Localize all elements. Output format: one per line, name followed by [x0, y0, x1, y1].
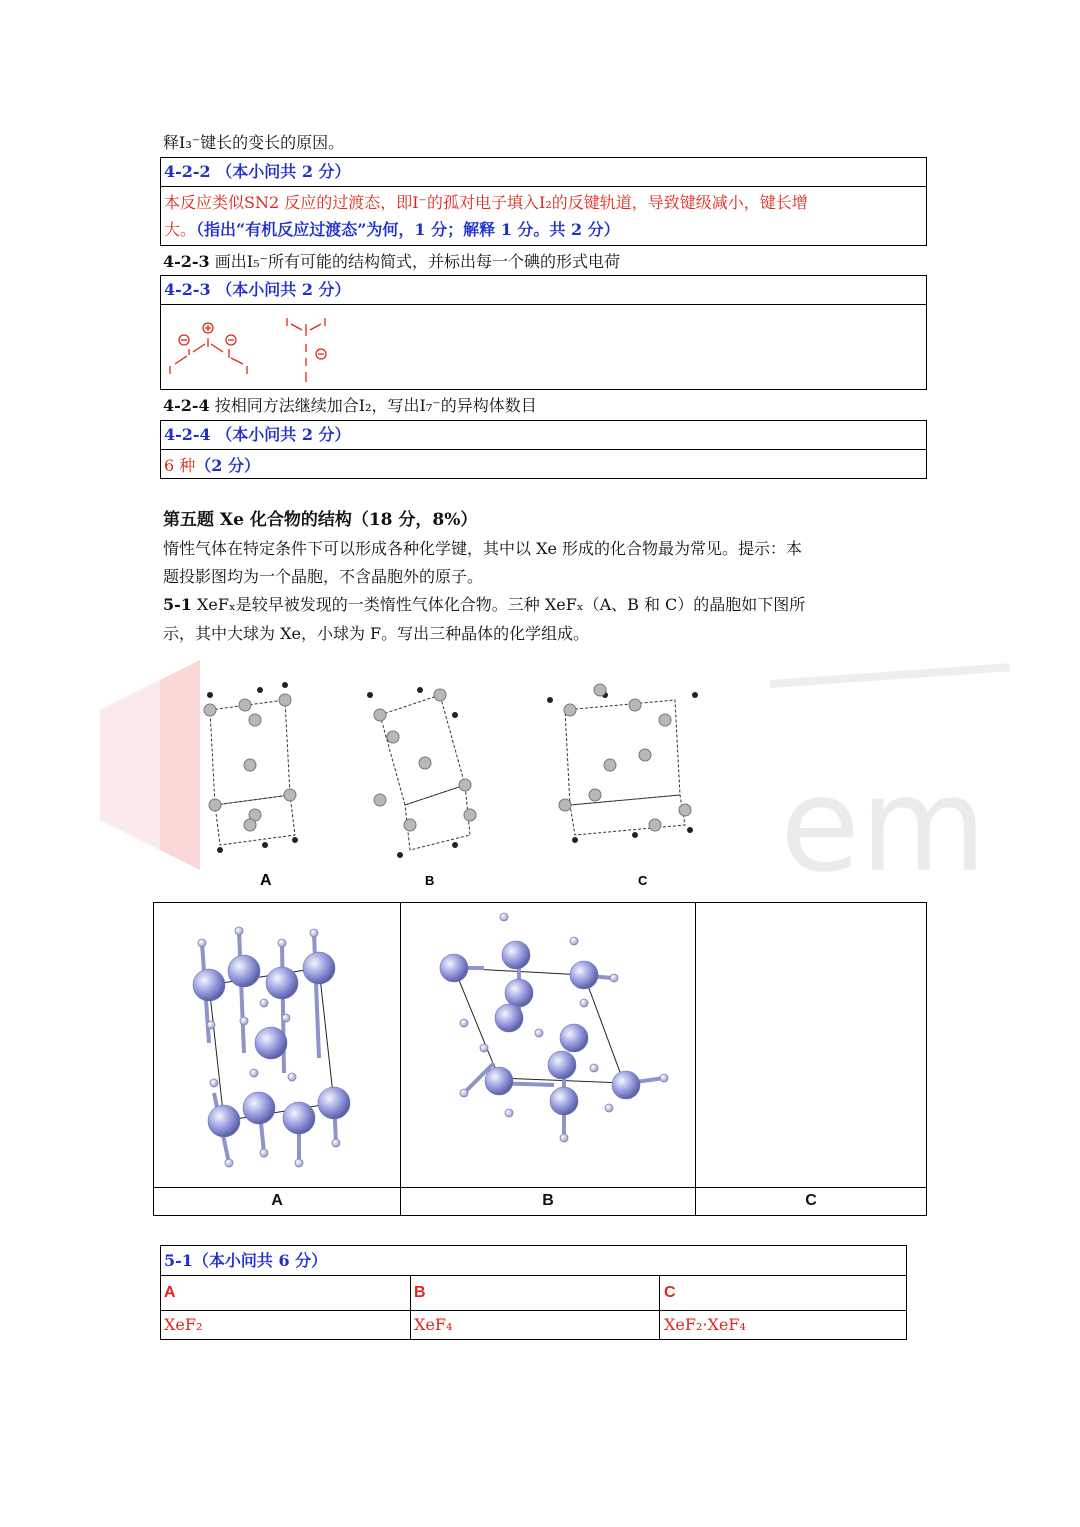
section-title: 第五题 Xe 化合物的结构（18 分，8%） — [163, 510, 478, 530]
header-text: 4-2-2 （本小问共 2 分） — [164, 162, 351, 181]
question-num: 4-2-4 — [163, 396, 210, 415]
answer-label-a: A — [164, 1284, 176, 1301]
section-intro-1: 惰性气体在特定条件下可以形成各种化学键，其中以 Xe 形成的化合物最为常见。提示：本 — [163, 539, 803, 558]
answer-box-4-2-2 — [160, 157, 927, 246]
answer-label-c: C — [664, 1284, 676, 1301]
question-5-1-line-1 — [163, 595, 805, 615]
section-intro-2: 题投影图均为一个晶胞，不含晶胞外的原子。 — [163, 567, 484, 586]
header-text: 5-1（本小问共 6 分） — [164, 1251, 328, 1270]
answer-red: 6 种 — [164, 456, 196, 475]
question-text: 按相同方法继续加合I₂，写出I₇⁻的异构体数目 — [214, 396, 537, 415]
table-header — [161, 1246, 906, 1276]
answer-blue: （2 分） — [195, 456, 260, 475]
box-header — [161, 158, 926, 187]
question-4-2-3 — [163, 252, 620, 272]
figure-label-b: B — [425, 873, 435, 888]
answer-box-4-2-3 — [160, 275, 927, 390]
answer-line-2b: （指出“有机反应过渡态”为何，1 分；解释 1 分。共 2 分） — [196, 220, 620, 239]
crystal-3d-images — [154, 903, 926, 1187]
intro-line: 释I₃⁻键长的变长的原因。 — [163, 133, 345, 152]
crystal-figure-grayscale — [165, 655, 775, 895]
question-text: XeFₓ是较早被发现的一类惰性气体化合物。三种 XeFₓ（A、B 和 C）的晶胞如下图所 — [197, 595, 806, 614]
table-label-c: C — [805, 1192, 817, 1209]
answer-value-c: XeF₂·XeF₄ — [664, 1315, 746, 1334]
answer-value-b: XeF₄ — [414, 1315, 453, 1334]
header-text: 4-2-4 （本小问共 2 分） — [164, 425, 351, 444]
answer-table-5-1 — [160, 1245, 907, 1340]
answer-box-4-2-4 — [160, 420, 927, 479]
i5-structures — [161, 306, 361, 390]
table-label-b: B — [542, 1192, 554, 1209]
figure-label-a: A — [260, 872, 272, 889]
answer-line-1: 本反应类似SN2 反应的过渡态，即I⁻的孤对电子填入I₂的反键轨道，导致键级减小，键长增 — [164, 193, 808, 212]
figure-label-c: C — [638, 873, 648, 888]
question-text: 画出I₅⁻所有可能的结构简式，并标出每一个碘的形式电荷 — [214, 252, 620, 271]
answer-value-a: XeF₂ — [164, 1315, 203, 1334]
crystal-figure-table — [153, 902, 927, 1216]
header-text: 4-2-3 （本小问共 2 分） — [164, 280, 351, 299]
answer-line-2a: 大。 — [164, 220, 197, 239]
question-4-2-4 — [163, 396, 537, 416]
answer-text — [164, 452, 260, 479]
box-header — [161, 276, 926, 305]
box-header — [161, 421, 926, 450]
svg-text:em: em — [780, 749, 987, 900]
question-num: 4-2-3 — [163, 252, 210, 271]
question-num: 5-1 — [163, 595, 192, 614]
answer-label-b: B — [414, 1284, 426, 1301]
table-label-a: A — [271, 1192, 283, 1209]
answer-text — [164, 189, 808, 243]
question-5-1-line-2: 示，其中大球为 Xe，小球为 F。写出三种晶体的化学组成。 — [163, 624, 590, 643]
